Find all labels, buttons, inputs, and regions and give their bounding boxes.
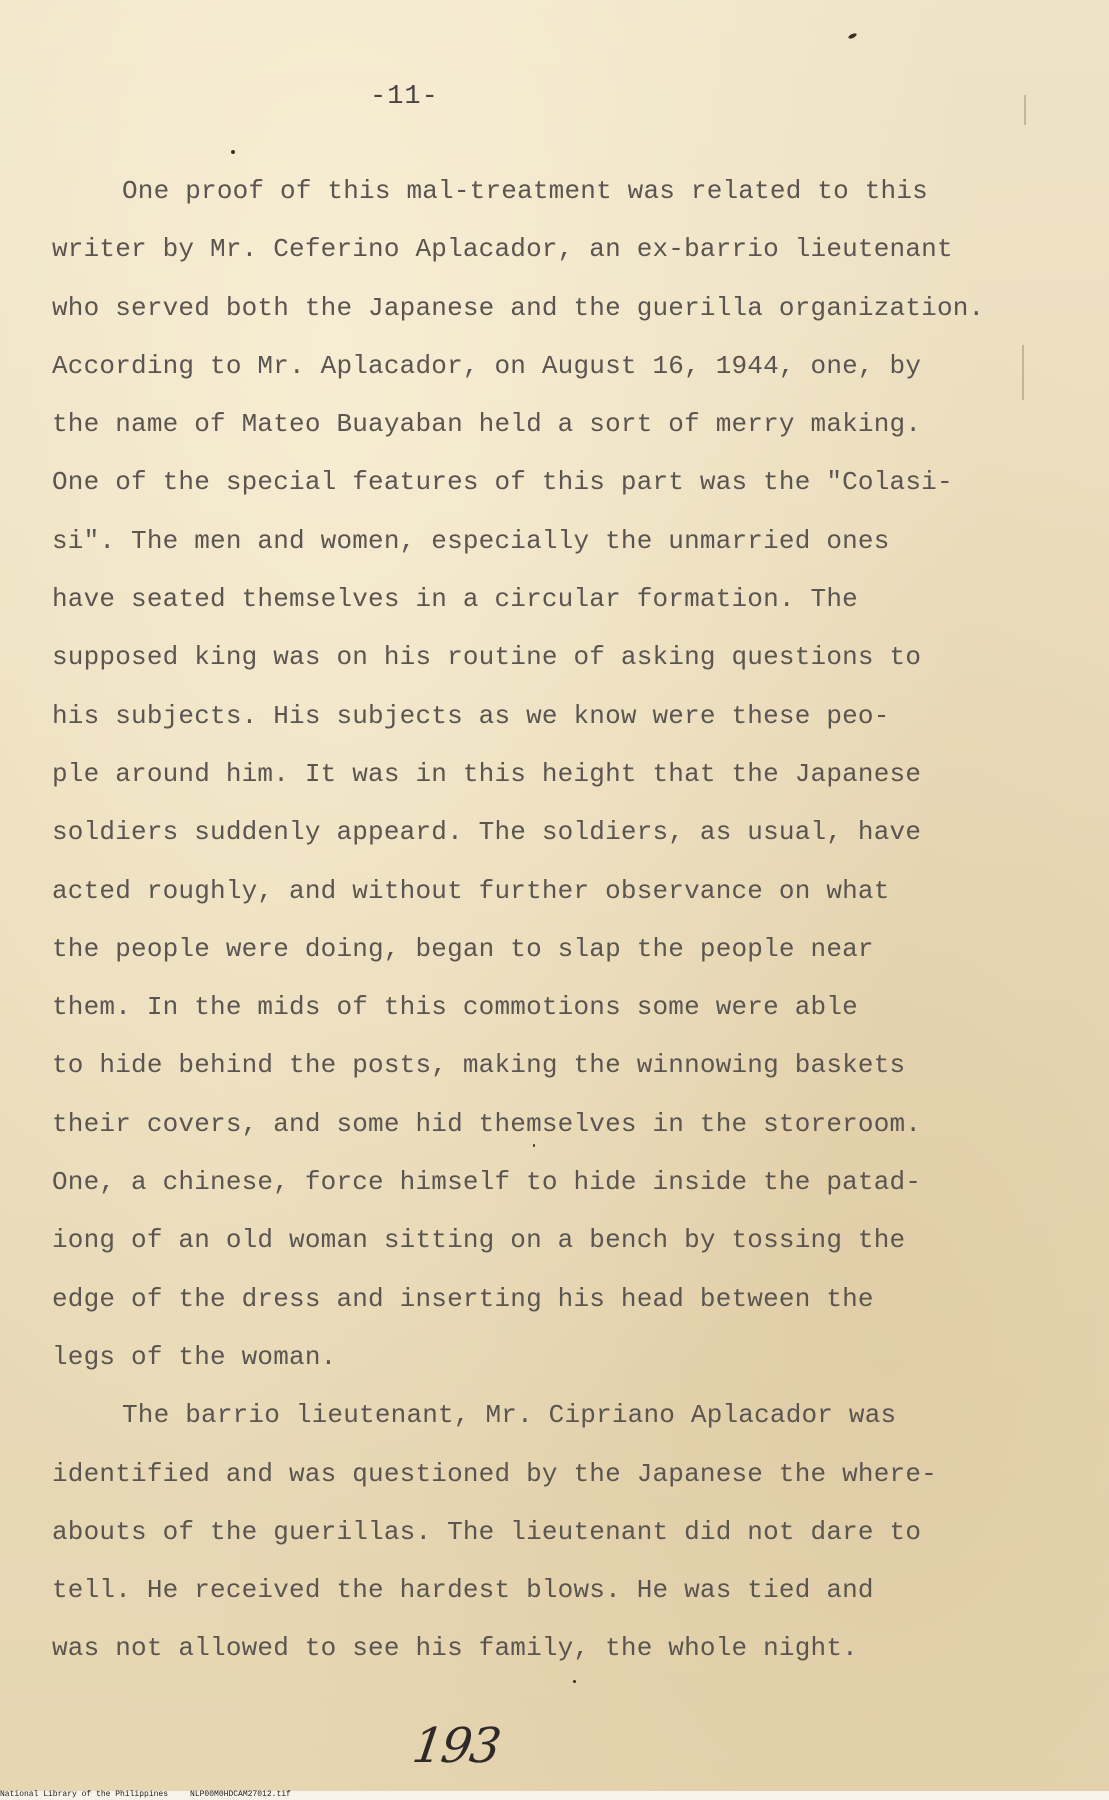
library-name: National Library of the Philippines	[0, 1790, 169, 1799]
text-line: One of the special features of this part was the "Colasi-	[52, 467, 953, 498]
text-line: writer by Mr. Ceferino Aplacador, an ex-barrio lieutenant	[52, 234, 953, 265]
margin-mark	[1024, 95, 1026, 125]
typed-text-body	[52, 162, 1092, 1678]
text-line: soldiers suddenly appeard. The soldiers, as usual, have	[52, 817, 922, 848]
handwritten-folio-number: 193	[409, 1718, 503, 1774]
text-line: legs of the woman.	[52, 1341, 337, 1372]
text-line: One, a chinese, force himself to hide inside the patad-	[52, 1167, 922, 1198]
text-line: The barrio lieutenant, Mr. Cipriano Aplacador was	[122, 1400, 897, 1431]
text-line: their covers, and some hid themselves in the storeroom.	[52, 1108, 922, 1139]
text-line: who served both the Japanese and the guerilla organization.	[52, 292, 985, 323]
text-line: was not allowed to see his family, the whole night.	[52, 1633, 858, 1664]
text-line: supposed king was on his routine of asking questions to	[52, 642, 922, 673]
ink-speck	[573, 1680, 576, 1683]
text-line: si". The men and women, especially the unmarried ones	[52, 525, 890, 556]
text-line: edge of the dress and inserting his head between the	[52, 1283, 874, 1314]
text-line: have seated themselves in a circular formation. The	[52, 584, 858, 615]
text-line: acted roughly, and without further observance on what	[52, 875, 890, 906]
text-line: his subjects. His subjects as we know were these peo-	[52, 700, 890, 731]
scan-file-id: NLP00M0HDCAM27012.tif	[190, 1790, 291, 1799]
ink-speck	[231, 150, 235, 154]
page-number: -11-	[370, 82, 439, 112]
text-line: abouts of the guerillas. The lieutenant did not dare to	[52, 1516, 922, 1547]
text-line: the people were doing, began to slap the people near	[52, 933, 874, 964]
text-line: tell. He received the hardest blows. He was tied and	[52, 1575, 874, 1606]
ink-speck	[848, 32, 858, 39]
text-line: According to Mr. Aplacador, on August 16, 1944, one, by	[52, 350, 922, 381]
text-line: ple around him. It was in this height that the Japanese	[52, 758, 922, 789]
text-line: identified and was questioned by the Japanese the where-	[52, 1458, 937, 1489]
text-line: the name of Mateo Buayaban held a sort of merry making.	[52, 409, 922, 440]
text-line: iong of an old woman sitting on a bench by tossing the	[52, 1225, 906, 1256]
text-line: to hide behind the posts, making the winnowing baskets	[52, 1050, 906, 1081]
text-line: One proof of this mal-treatment was related to this	[122, 176, 928, 206]
scan-footer	[0, 1790, 291, 1800]
text-line: them. In the mids of this commotions some were able	[52, 992, 858, 1023]
